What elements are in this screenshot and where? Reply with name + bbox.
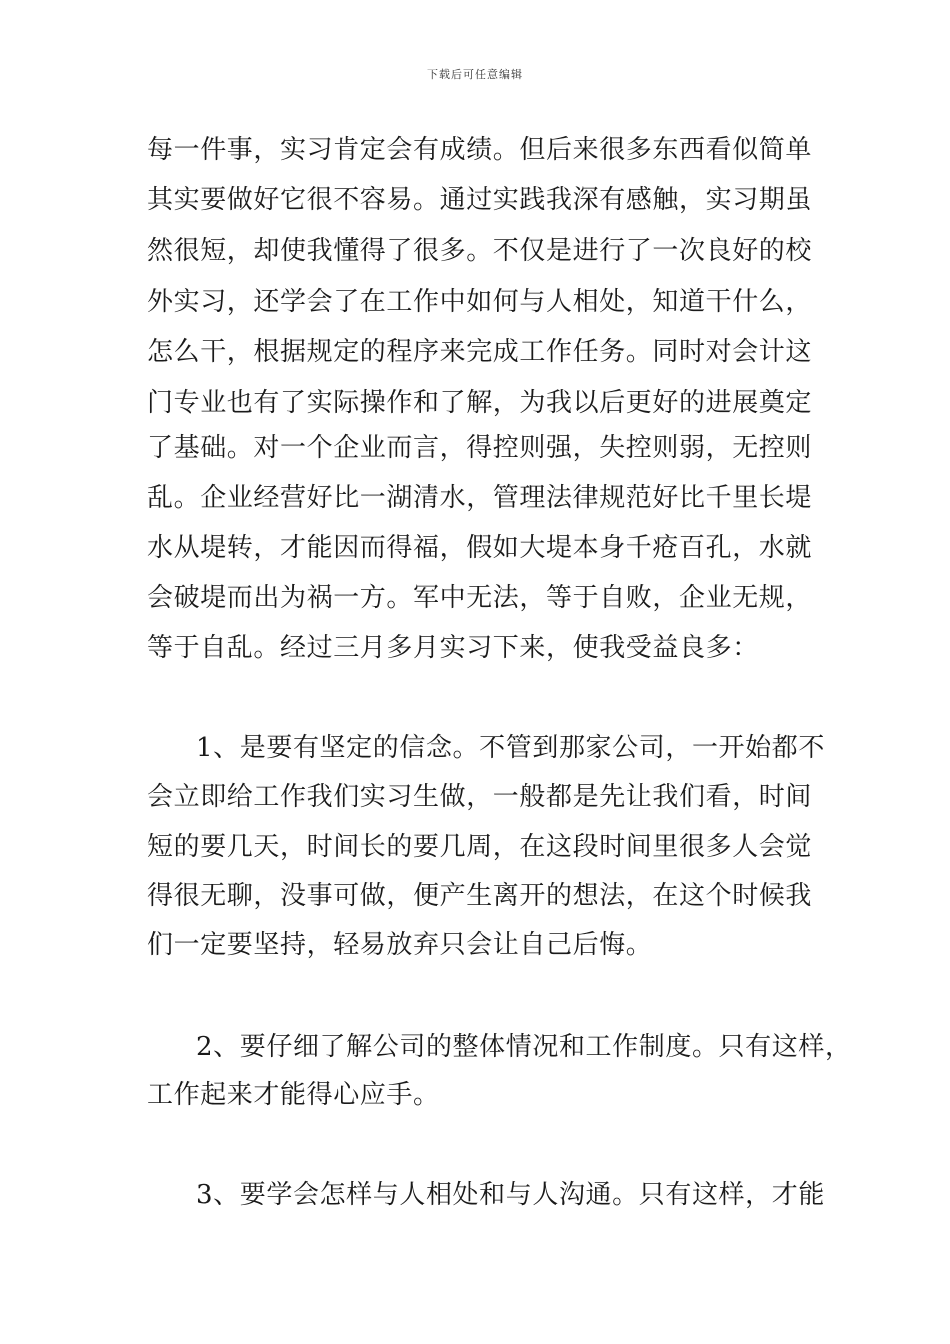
paragraph-1-line-7: 了基础。对一个企业而言，得控则强，失控则弱，无控则 — [147, 433, 813, 463]
paragraph-1-line-10: 会破堤而出为祸一方。军中无法，等于自败，企业无规， — [147, 583, 813, 613]
paragraph-1-line-4: 外实习，还学会了在工作中如何与人相处，知道干什么， — [147, 287, 813, 317]
paragraph-3-line-1: 2、要仔细了解公司的整体情况和工作制度。只有这样， — [196, 1032, 852, 1062]
paragraph-2-line-4: 得很无聊，没事可做，便产生离开的想法，在这个时候我 — [147, 881, 813, 911]
paragraph-1-line-6: 门专业也有了实际操作和了解，为我以后更好的进展奠定 — [147, 388, 813, 418]
paragraph-1-line-2: 其实要做好它很不容易。通过实践我深有感触，实习期虽 — [147, 185, 813, 215]
paragraph-1-line-1: 每一件事，实习肯定会有成绩。但后来很多东西看似简单 — [147, 135, 813, 165]
paragraph-4-line-1: 3、要学会怎样与人相处和与人沟通。只有这样，才能 — [196, 1180, 825, 1210]
page-header: 下载后可任意编辑 — [427, 68, 523, 81]
paragraph-1-line-8: 乱。企业经营好比一湖清水，管理法律规范好比千里长堤 — [147, 483, 813, 513]
paragraph-2-line-1: 1、是要有坚定的信念。不管到那家公司，一开始都不 — [196, 733, 825, 763]
paragraph-1-line-5: 怎么干，根据规定的程序来完成工作任务。同时对会计这 — [147, 337, 813, 367]
paragraph-2-line-5: 们一定要坚持，轻易放弃只会让自己后悔。 — [147, 930, 653, 960]
paragraph-1-line-3: 然很短，却使我懂得了很多。不仅是进行了一次良好的校 — [147, 236, 813, 266]
paragraph-3-line-2: 工作起来才能得心应手。 — [147, 1080, 440, 1110]
paragraph-2-line-3: 短的要几天，时间长的要几周，在这段时间里很多人会觉 — [147, 832, 813, 862]
paragraph-1-line-9: 水从堤转，才能因而得福，假如大堤本身千疮百孔，水就 — [147, 533, 813, 563]
paragraph-2-line-2: 会立即给工作我们实习生做，一般都是先让我们看，时间 — [147, 782, 813, 812]
paragraph-1-line-11: 等于自乱。经过三月多月实习下来，使我受益良多： — [147, 633, 759, 663]
